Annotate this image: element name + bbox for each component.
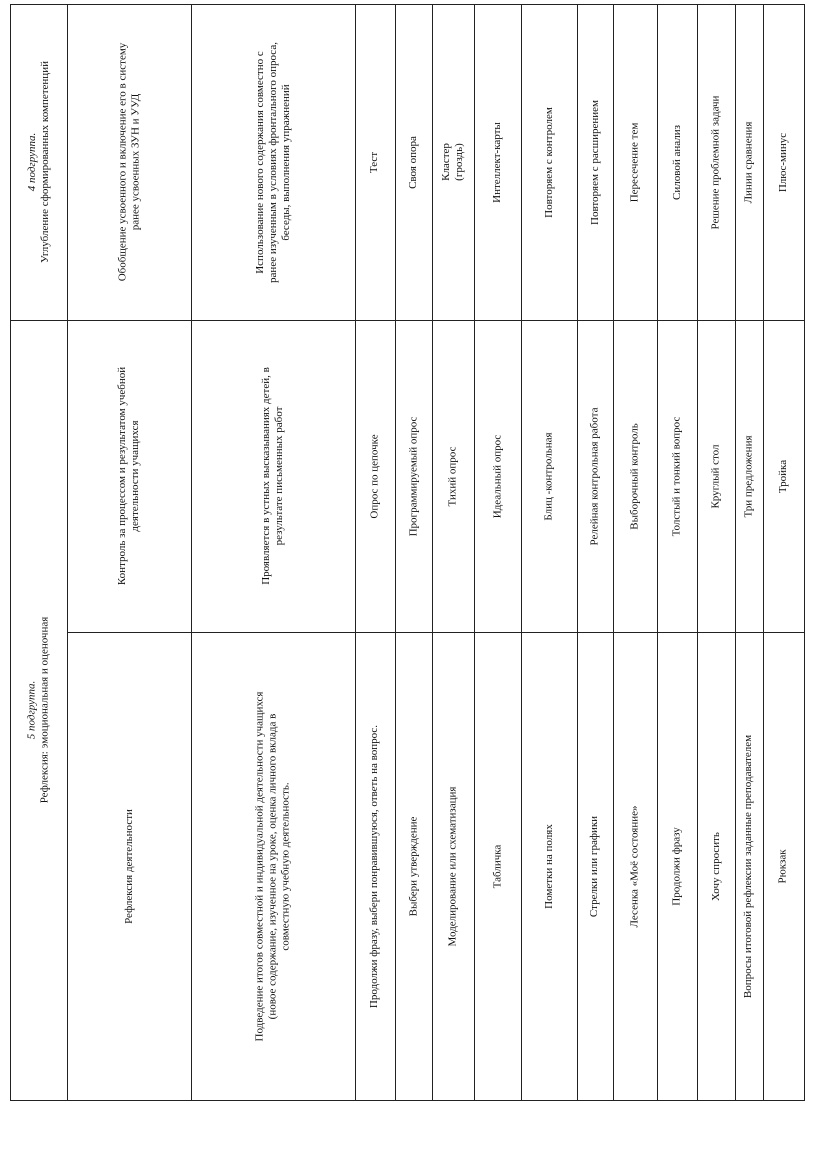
text-line: Пометки на полях — [542, 823, 555, 909]
cell-control-11-text — [710, 444, 723, 508]
cell-control-6 — [474, 320, 521, 632]
cell-competency-2-text — [254, 42, 293, 283]
text-line: Опрос по цепочке — [368, 433, 381, 519]
cell-reflection-8 — [577, 632, 613, 1100]
cell-control-1 — [67, 320, 191, 632]
cell-reflection-6-text — [491, 844, 504, 888]
cell-competency-3-text — [369, 151, 382, 172]
cell-competency-7 — [521, 4, 577, 320]
cell-reflection-3 — [355, 632, 395, 1100]
table-border-right — [804, 4, 805, 1100]
text-line: Углубление сформированных компетенций — [38, 61, 51, 263]
cell-control-2-text — [260, 367, 286, 585]
text-line: Продолжи фразу — [670, 826, 683, 906]
cell-control-12-text — [743, 435, 756, 517]
cell-reflection-13 — [763, 632, 804, 1100]
text-line: Лесенка «Моё состояние» — [628, 805, 641, 927]
cell-competency-8 — [577, 4, 613, 320]
cell-reflection-4 — [395, 632, 432, 1100]
cell-competency-1-text — [116, 43, 142, 282]
text-line: деятельности учащихся — [129, 420, 142, 532]
cell-competency-4 — [395, 4, 432, 320]
cell-competency-11 — [697, 4, 735, 320]
text-line: результате письменных работ — [273, 406, 285, 546]
cell-control-3 — [355, 320, 395, 632]
cell-competency-3 — [355, 4, 395, 320]
text-line: Пересечение тем — [628, 122, 641, 202]
cell-competency-12-text — [743, 121, 756, 203]
text-line: Продолжи фразу, выбери понравившуюся, ответь на вопрос. — [368, 724, 381, 1008]
text-line: Тест — [368, 151, 381, 173]
text-line: Тихий опрос — [446, 446, 459, 506]
cell-control-7 — [521, 320, 577, 632]
cell-reflection-13-text — [777, 849, 790, 883]
cell-control-4-text — [407, 416, 420, 536]
text-line: Решение проблемной задачи — [709, 95, 722, 229]
cell-reflection-9-text — [629, 805, 642, 927]
text-line: Вопросы итоговой рефлексии заданные преподавателем — [742, 734, 755, 998]
text-line: (гроздь) — [453, 143, 465, 181]
cell-reflection-10 — [657, 632, 697, 1100]
text-line: Блиц -контрольная — [542, 431, 555, 521]
text-line: Хочу спросить — [709, 831, 722, 901]
cell-control-5-text — [447, 446, 460, 506]
text-line: Программируемый опрос — [407, 416, 419, 536]
text-line: Повторяем с контролем — [542, 106, 555, 218]
cell-control-8-text — [589, 407, 602, 545]
text-line: Линии сравнения — [742, 121, 755, 203]
cell-competency-12 — [735, 4, 763, 320]
text-line: ранее усвоенных ЗУН и УУД — [129, 93, 142, 231]
cell-competency-6-text — [491, 122, 504, 203]
cell-competency-4-text — [407, 136, 420, 189]
cell-control-13 — [763, 320, 804, 632]
text-line: Плюс-минус — [777, 132, 790, 192]
cell-competency-13 — [763, 4, 804, 320]
cell-competency-10 — [657, 4, 697, 320]
cell-control-8 — [577, 320, 613, 632]
cell-reflection-8-text — [589, 815, 602, 916]
cell-reflection-9 — [613, 632, 657, 1100]
text-line: Толстый и тонкий вопрос — [670, 416, 683, 536]
header-competencies-text — [26, 61, 52, 263]
text-line: Использование нового содержания совместно с — [253, 50, 266, 274]
cell-control-6-text — [491, 434, 504, 518]
text-line: Интеллект-карты — [491, 121, 504, 203]
cell-control-9 — [613, 320, 657, 632]
cell-competency-2 — [191, 4, 355, 320]
text-line: Выбери утверждение — [407, 816, 420, 916]
text-line: Рефлексия деятельности — [122, 808, 135, 924]
cell-reflection-1 — [67, 632, 191, 1100]
cell-competency-13-text — [777, 132, 790, 191]
cell-competency-5-text — [440, 143, 466, 181]
cell-competency-8-text — [589, 100, 602, 225]
cell-control-10 — [657, 320, 697, 632]
cell-reflection-2-text — [254, 691, 293, 1041]
text-line: Рюкзак — [776, 848, 789, 884]
cell-reflection-6 — [474, 632, 521, 1100]
header-reflection-text — [26, 617, 52, 804]
cell-reflection-7-text — [543, 824, 556, 909]
text-line: Силовой анализ — [670, 124, 683, 200]
cell-reflection-2 — [191, 632, 355, 1100]
cell-reflection-10-text — [671, 827, 684, 905]
cell-competency-11-text — [710, 95, 723, 229]
text-line: Табличка — [491, 844, 503, 888]
cell-competency-9-text — [629, 122, 642, 202]
cell-control-5 — [432, 320, 474, 632]
cell-control-7-text — [543, 432, 556, 520]
text-line: Обобщение усвоенного и включение его в систему — [116, 42, 129, 282]
cell-reflection-7 — [521, 632, 577, 1100]
text-line: Рефлексия: эмоциональная и оценочная — [38, 616, 51, 804]
header-competencies — [10, 4, 67, 320]
cell-control-9-text — [629, 423, 642, 529]
text-line: Стрелки или графики — [588, 815, 601, 917]
text-line: Выборочный контроль — [628, 422, 641, 530]
cell-reflection-11-text — [710, 832, 723, 901]
text-line: Контроль за процессом и результатом учебной — [116, 366, 129, 586]
cell-competency-6 — [474, 4, 521, 320]
text-line: 4 подгруппа. — [25, 132, 38, 192]
header-reflection — [10, 320, 67, 1100]
table-border-bottom — [10, 1100, 805, 1101]
cell-reflection-12 — [735, 632, 763, 1100]
cell-reflection-12-text — [743, 734, 756, 997]
cell-control-3-text — [369, 434, 382, 518]
cell-control-13-text — [777, 459, 790, 492]
cell-control-10-text — [671, 416, 684, 536]
cell-reflection-4-text — [407, 816, 420, 916]
text-line: 5 подгруппа. — [25, 680, 38, 740]
text-line: Проявляется в устных высказываниях детей, в — [260, 367, 272, 585]
cell-control-1-text — [116, 367, 142, 585]
text-line: беседы, выполнения упражнений — [279, 83, 292, 241]
text-line: Кластер — [440, 143, 452, 181]
cell-competency-1 — [67, 4, 191, 320]
cell-reflection-1-text — [123, 809, 136, 924]
cell-control-4 — [395, 320, 432, 632]
text-line: Повторяем с расширением — [588, 99, 601, 225]
text-line: Идеальный опрос — [491, 434, 503, 518]
cell-reflection-5 — [432, 632, 474, 1100]
text-line: Подведение итогов совместной и индивидуальной деятельности учащихся — [253, 691, 266, 1041]
cell-control-12 — [735, 320, 763, 632]
text-line: совместную учебную деятельность. — [279, 781, 292, 951]
text-line: Тройка — [777, 459, 789, 493]
cell-competency-7-text — [543, 107, 556, 218]
cell-competency-10-text — [671, 125, 684, 200]
text-line: Своя опора — [407, 135, 420, 189]
text-line: (новое содержание, изученное на уроке, оценка личного вклада в — [266, 713, 279, 1019]
cell-reflection-3-text — [369, 724, 382, 1007]
text-line: Три предложения — [742, 434, 755, 518]
text-line: ранее изученным в условиях фронтального опроса, — [266, 41, 279, 283]
text-line: Круглый стол — [709, 443, 722, 509]
cell-reflection-5-text — [447, 786, 460, 946]
text-line: Моделирование или схематизация — [446, 786, 459, 946]
text-line: Релейная контрольная работа — [588, 407, 601, 545]
cell-reflection-11 — [697, 632, 735, 1100]
cell-control-2 — [191, 320, 355, 632]
cell-competency-5 — [432, 4, 474, 320]
cell-control-11 — [697, 320, 735, 632]
cell-competency-9 — [613, 4, 657, 320]
